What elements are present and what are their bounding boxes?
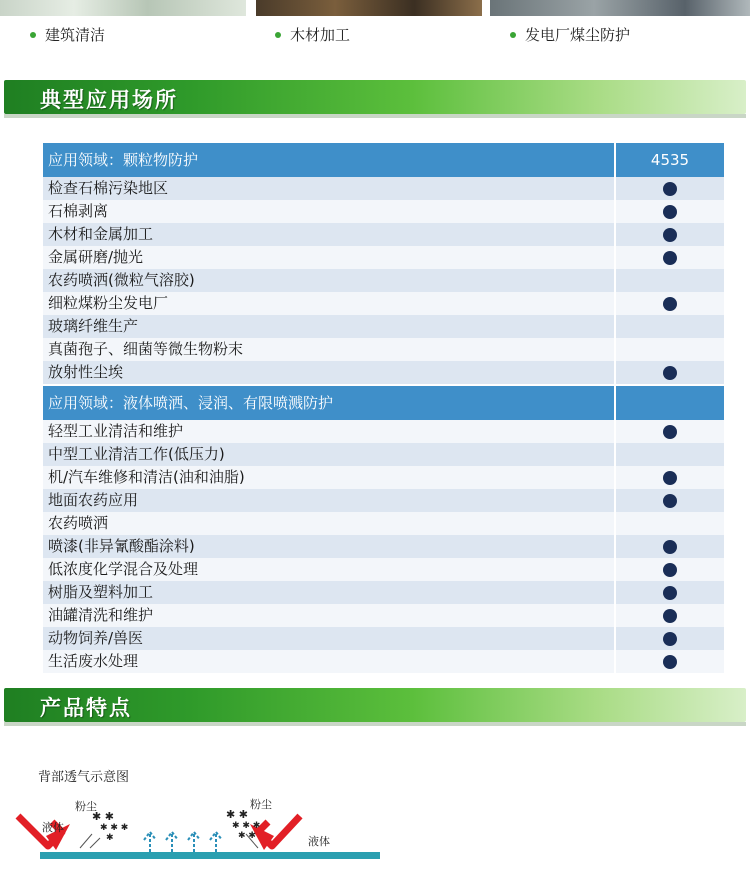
row-label: 动物饲养/兽医 [43, 627, 614, 650]
svg-text:✱: ✱ [106, 833, 114, 843]
applicability-cell [616, 177, 724, 200]
row-label: 放射性尘埃 [43, 361, 614, 384]
row-label: 细粒煤粉尘发电厂 [43, 292, 614, 315]
table-row [43, 466, 724, 489]
application-table [43, 143, 724, 673]
table-row [43, 535, 724, 558]
table-row [43, 650, 724, 673]
applicable-dot-icon [663, 655, 677, 669]
diagram-graphic [0, 786, 750, 869]
caption-item [275, 24, 350, 45]
section-header-label: 应用领域：液体喷洒、浸润、有限喷溅防护 [43, 386, 614, 420]
section-banner-features [0, 688, 750, 726]
row-label: 检查石棉污染地区 [43, 177, 614, 200]
row-label: 农药喷洒 [43, 512, 614, 535]
applicability-cell [616, 558, 724, 581]
row-label: 地面农药应用 [43, 489, 614, 512]
power-plant-photo [490, 0, 750, 16]
applicability-cell [616, 650, 724, 673]
applicability-cell [616, 466, 724, 489]
row-label: 机/汽车维修和清洁(油和油脂) [43, 466, 614, 489]
table-row [43, 246, 724, 269]
row-label: 喷漆(非异氰酸酯涂料) [43, 535, 614, 558]
table-section-header [43, 143, 724, 177]
applicability-cell [616, 627, 724, 650]
svg-text:✱ ✱: ✱ ✱ [92, 810, 114, 823]
photo-strip [0, 0, 750, 16]
section-banner-applications [0, 80, 750, 118]
applicability-cell [616, 604, 724, 627]
liquid-label-left: 液体 [42, 821, 64, 834]
applicable-dot-icon [663, 251, 677, 265]
applicability-cell [616, 246, 724, 269]
row-label: 生活废水处理 [43, 650, 614, 673]
wood-processing-photo [256, 0, 482, 16]
table-row [43, 443, 724, 466]
fabric-layer [40, 852, 380, 859]
applicable-dot-icon [663, 494, 677, 508]
svg-text:✱ ✱: ✱ ✱ [238, 831, 256, 841]
row-label: 低浓度化学混合及处理 [43, 558, 614, 581]
airflow-arrows-icon [144, 832, 222, 852]
applicability-cell [616, 292, 724, 315]
row-label: 轻型工业清洁和维护 [43, 420, 614, 443]
svg-text:✱ ✱: ✱ ✱ [226, 808, 248, 821]
applicability-cell [616, 269, 724, 292]
banner-shadow [4, 722, 746, 726]
dust-label-right: 粉尘 [250, 798, 272, 811]
row-label: 农药喷洒(微粒气溶胶) [43, 269, 614, 292]
diagram-title: 背部透气示意图 [38, 770, 130, 785]
table-row [43, 512, 724, 535]
liquid-label-right: 液体 [308, 835, 330, 848]
applicability-cell [616, 200, 724, 223]
table-row [43, 338, 724, 361]
applicability-cell [616, 420, 724, 443]
table-row [43, 223, 724, 246]
applicable-dot-icon [663, 632, 677, 646]
applicable-dot-icon [663, 563, 677, 577]
caption-item [510, 24, 630, 45]
caption-label: 木材加工 [290, 26, 351, 44]
row-label: 石棉剥离 [43, 200, 614, 223]
table-row [43, 420, 724, 443]
applicable-dot-icon [663, 182, 677, 196]
row-label: 中型工业清洁工作(低压力) [43, 443, 614, 466]
applicability-cell [616, 338, 724, 361]
applicable-dot-icon [663, 609, 677, 623]
caption-label: 发电厂煤尘防护 [525, 26, 631, 44]
caption-label: 建筑清洁 [45, 26, 106, 44]
row-label: 玻璃纤维生产 [43, 315, 614, 338]
model-header [616, 386, 724, 420]
svg-text:✱ ✱ ✱: ✱ ✱ ✱ [232, 821, 261, 831]
applicability-cell [616, 315, 724, 338]
applicable-dot-icon [663, 366, 677, 380]
row-label: 树脂及塑料加工 [43, 581, 614, 604]
applicability-cell [616, 443, 724, 466]
photo-captions [0, 24, 750, 44]
table-row [43, 269, 724, 292]
breathability-diagram [0, 756, 750, 869]
caption-item [30, 24, 105, 45]
table-row [43, 292, 724, 315]
applicable-dot-icon [663, 425, 677, 439]
row-label: 木材和金属加工 [43, 223, 614, 246]
applicability-cell [616, 361, 724, 384]
applicable-dot-icon [663, 205, 677, 219]
applicable-dot-icon [663, 540, 677, 554]
table-row [43, 604, 724, 627]
applicable-dot-icon [663, 297, 677, 311]
table-row [43, 581, 724, 604]
svg-text:✱ ✱ ✱: ✱ ✱ ✱ [100, 823, 129, 833]
bullet-icon [30, 32, 36, 38]
dust-particles-right-icon [226, 808, 260, 841]
model-header: 4535 [616, 143, 724, 177]
table-row [43, 177, 724, 200]
bullet-icon [510, 32, 516, 38]
dust-particles-left-icon [92, 810, 128, 843]
applicability-cell [616, 223, 724, 246]
deflect-arrow-icon [80, 834, 100, 848]
section-header-label: 应用领域：颗粒物防护 [43, 143, 614, 177]
section-title: 典型应用场所 [40, 88, 178, 112]
applicable-dot-icon [663, 586, 677, 600]
table-row [43, 361, 724, 384]
table-row [43, 627, 724, 650]
applicable-dot-icon [663, 471, 677, 485]
table-row [43, 315, 724, 338]
building-cleaning-photo [0, 0, 246, 16]
banner-shadow [4, 114, 746, 118]
dust-label-left: 粉尘 [75, 800, 97, 813]
row-label: 油罐清洗和维护 [43, 604, 614, 627]
applicability-cell [616, 512, 724, 535]
section-title: 产品特点 [40, 696, 132, 720]
applicability-cell [616, 581, 724, 604]
table-row [43, 558, 724, 581]
bullet-icon [275, 32, 281, 38]
applicable-dot-icon [663, 228, 677, 242]
table-row [43, 200, 724, 223]
applicability-cell [616, 535, 724, 558]
row-label: 金属研磨/抛光 [43, 246, 614, 269]
row-label: 真菌孢子、细菌等微生物粉末 [43, 338, 614, 361]
applicability-cell [616, 489, 724, 512]
table-row [43, 489, 724, 512]
table-section-header [43, 386, 724, 420]
